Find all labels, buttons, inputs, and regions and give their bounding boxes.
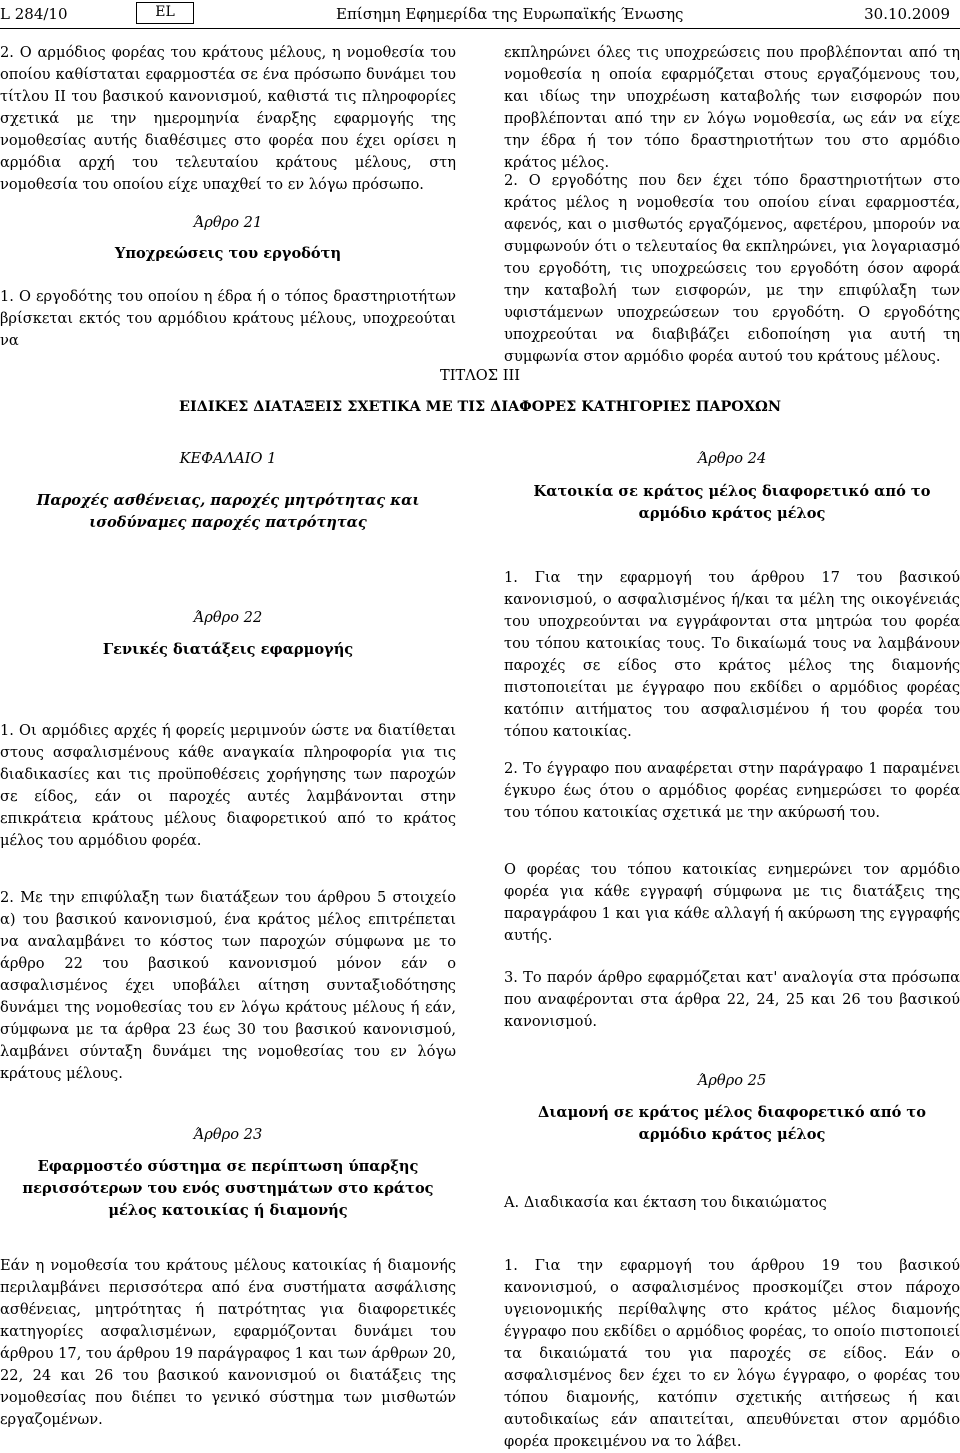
publication-date: 30.10.2009 [864, 5, 950, 23]
paragraph-art23: Εάν η νομοθεσία του κράτους μέλους κατοικίας ή διαμονής περιλαμβάνει περισσότερα από ένα συστήματα ασφάλισης ασθένειας, μητρότητας ή πατρότητας για διαφορετικές κατηγορίες ασφαλισμένων, εφαρμόζονται δυνάμει του άρθρου 17, του άρθρου 19 παράγραφος 1 και των άρθρων 20, 22, 24 και 26 του βασικού κανονισμού οι διατάξεις της νομοθεσίας που διέπει το γενικό σύστημα των μισθωτών εργαζομένων. [0, 1257, 456, 1428]
paragraph-art24-3: 3. Το παρόν άρθρο εφαρμόζεται κατ' αναλογία στα πρόσωπα που αναφέρονται στα άρθρα 22, 24, 25 και 26 του βασικού κανονισμού. [504, 969, 960, 1030]
article-23-title: Εφαρμοστέο σύστημα σε περίπτωση ύπαρξης περισσότερων του ενός συστημάτων στο κράτος μέλος κατοικίας ή διαμονής [22, 1158, 434, 1219]
chapter-label: ΚΕΦΑΛΑΙΟ 1 [179, 450, 277, 467]
article-24-title: Κατοικία σε κράτος μέλος διαφορετικό από το αρμόδιο κράτος μέλος [533, 483, 931, 522]
paragraph-art24-2b: Ο φορέας του τόπου κατοικίας ενημερώνει τον αρμόδιο φορέα για κάθε εγγραφή σύμφωνα με τις διατάξεις της παραγράφου 1 και για κάθε αλλαγή ή ακύρωση της εγγραφής αυτής. [504, 861, 960, 944]
article-25-title: Διαμονή σε κράτος μέλος διαφορετικό από το αρμόδιο κράτος μέλος [538, 1104, 926, 1143]
article-23-label: Άρθρο 23 [193, 1126, 263, 1143]
chapter-title: Παροχές ασθένειας, παροχές μητρότητας και ισοδύναμες παροχές πατρότητας [36, 492, 420, 531]
article-25-label: Άρθρο 25 [697, 1072, 767, 1089]
title-heading: ΕΙΔΙΚΕΣ ΔΙΑΤΑΞΕΙΣ ΣΧΕΤΙΚΑ ΜΕ ΤΙΣ ΔΙΑΦΟΡΕΣ ΚΑΤΗΓΟΡΙΕΣ ΠΑΡΟΧΩΝ [179, 398, 781, 415]
paragraph-art22-1: 1. Οι αρμόδιες αρχές ή φορείς μεριμνούν ώστε να διατίθεται στους ασφαλισμένους κάθε αναγκαία πληροφορία για τις διαδικασίες και τις προϋποθέσεις χορήγησης των παροχών σε είδος, εάν οι παροχές αυτές λαμβάνονται στην επικράτεια κράτους μέλους διαφορετικού από το κράτος μέλος του αρμόδιου φορέα. [0, 722, 456, 849]
paragraph-art25-1: 1. Για την εφαρμογή του άρθρου 19 του βασικού κανονισμού, ο ασφαλισμένος προσκομίζει στον πάροχο υγειονομικής περίθαλψης στο κράτος μέλος διαμονής έγγραφο που εκδίδει ο αρμόδιος φορέας, το οποίο πιστοποιεί τα δικαιώματά του για παροχές σε είδος. Εάν ο ασφαλισμένος δεν έχει το εν λόγω έγγραφο, ο φορέας του τόπου διαμονής, κατόπιν σχετικής αιτήσεως ή και αυτοδικαίως εάν απαιτείται, απευθύνεται στον αρμόδιο φορέα προκειμένου να το λάβει. [504, 1257, 960, 1450]
header-rule [0, 28, 960, 29]
paragraph-art21-1-cont: εκπληρώνει όλες τις υποχρεώσεις που προβλέπονται από τη νομοθεσία η οποία εφαρμόζεται στους εργαζόμενους του, και ιδίως την υποχρέωση καταβολής των εισφορών που προβλέπονται από την εν λόγω νομοθεσία, ως εάν να είχε την έδρα ή τον τόπο δραστηριοτήτων του στο αρμόδιο κράτος μέλος. [504, 44, 960, 171]
article-24-label: Άρθρο 24 [697, 450, 767, 467]
page-reference: L 284/10 [0, 5, 68, 23]
article-21-label: Άρθρο 21 [193, 214, 263, 231]
article-22-title: Γενικές διατάξεις εφαρμογής [102, 641, 354, 658]
language-badge: EL [136, 2, 194, 24]
title-label: ΤΙΤΛΟΣ III [440, 367, 520, 384]
paragraph-art21-1: 1. Ο εργοδότης του οποίου η έδρα ή ο τόπος δραστηριοτήτων βρίσκεται εκτός του αρμόδιου κράτους μέλους, υποχρεούται να [0, 288, 456, 349]
paragraph-art22-2: 2. Με την επιφύλαξη των διατάξεων του άρθρου 5 στοιχείο α) του βασικού κανονισμού, ένα κράτος μέλος επιτρέπεται να αναλαμβάνει το κόστος των παροχών σύμφωνα με το άρθρο 22 του βασικού κανονισμού μόνον εάν ο ασφαλισμένος έχει υποβάλει αίτηση συνταξιοδότησης δυνάμει της νομοθεσίας του εν λόγω κράτους μέλους ή εάν, σύμφωνα με τα άρθρα 23 έως 30 του βασικού κανονισμού, λαμβάνει σύνταξη δυνάμει της νομοθεσίας του εν λόγω κράτους μέλους. [0, 889, 456, 1082]
article-25-subheading: Α. Διαδικασία και έκταση του δικαιώματος [504, 1194, 827, 1211]
paragraph-art24-2: 2. Το έγγραφο που αναφέρεται στην παράγραφο 1 παραμένει έγκυρο έως ότου ο αρμόδιος φορέας ενημερώσει το φορέα του τόπου κατοικίας σχετικά με την ακύρωσή του. [504, 760, 960, 821]
article-22-label: Άρθρο 22 [193, 609, 263, 626]
paragraph-art21-2: 2. Ο εργοδότης που δεν έχει τόπο δραστηριοτήτων στο κράτος μέλος η νομοθεσία του οποίου είναι εφαρμοστέα, αφενός, και ο μισθωτός εργαζόμενος, αφετέρου, μπορούν να συμφωνούν ότι ο τελευταίος θα εκπληρώνει, για λογαριασμό του εργοδότη, τις υποχρεώσεις του εργοδότη όσον αφορά την καταβολή των εισφορών, με την επιφύλαξη των υφιστάμενων υποχρεώσεων του εργοδότη. Ο εργοδότης υποχρεούται να διαβιβάζει ειδοποίηση για αυτή τη συμφωνία στον αρμόδιο φορέα αυτού του κράτους μέλους. [504, 172, 960, 365]
article-21-title: Υποχρεώσεις του εργοδότη [114, 245, 342, 262]
paragraph-art24-1: 1. Για την εφαρμογή του άρθρου 17 του βασικού κανονισμού, ο ασφαλισμένος ή/και τα μέλη της οικογένειάς του υποχρεούνται να εγγράφονται στα μητρώα του φορέα του τόπου κατοικίας τους. Το δικαίωμά τους να λαμβάνουν παροχές σε είδος στο κράτος μέλος της διαμονής πιστοποιείται με έγγραφο που εκδίδει ο αρμόδιος φορέας κατόπιν αιτήματος του ασφαλισμένου ή του φορέα του τόπου κατοικίας. [504, 569, 960, 740]
journal-title: Επίσημη Εφημερίδα της Ευρωπαϊκής Ένωσης [336, 5, 684, 23]
paragraph-art20-2: 2. Ο αρμόδιος φορέας του κράτους μέλους, η νομοθεσία του οποίου καθίσταται εφαρμοστέα σε ένα πρόσωπο δυνάμει του τίτλου ΙΙ του βασικού κανονισμού, καθιστά τις πληροφορίες σχετικά με την ημερομηνία έναρξης εφαρμογής της νομοθεσίας αυτής διαθέσιμες στο φορέα που έχει ορίσει η αρμόδια αρχή του τελευταίου κράτους μέλους, στη νομοθεσία του οποίου είχε υπαχθεί το εν λόγω πρόσωπο. [0, 44, 456, 193]
